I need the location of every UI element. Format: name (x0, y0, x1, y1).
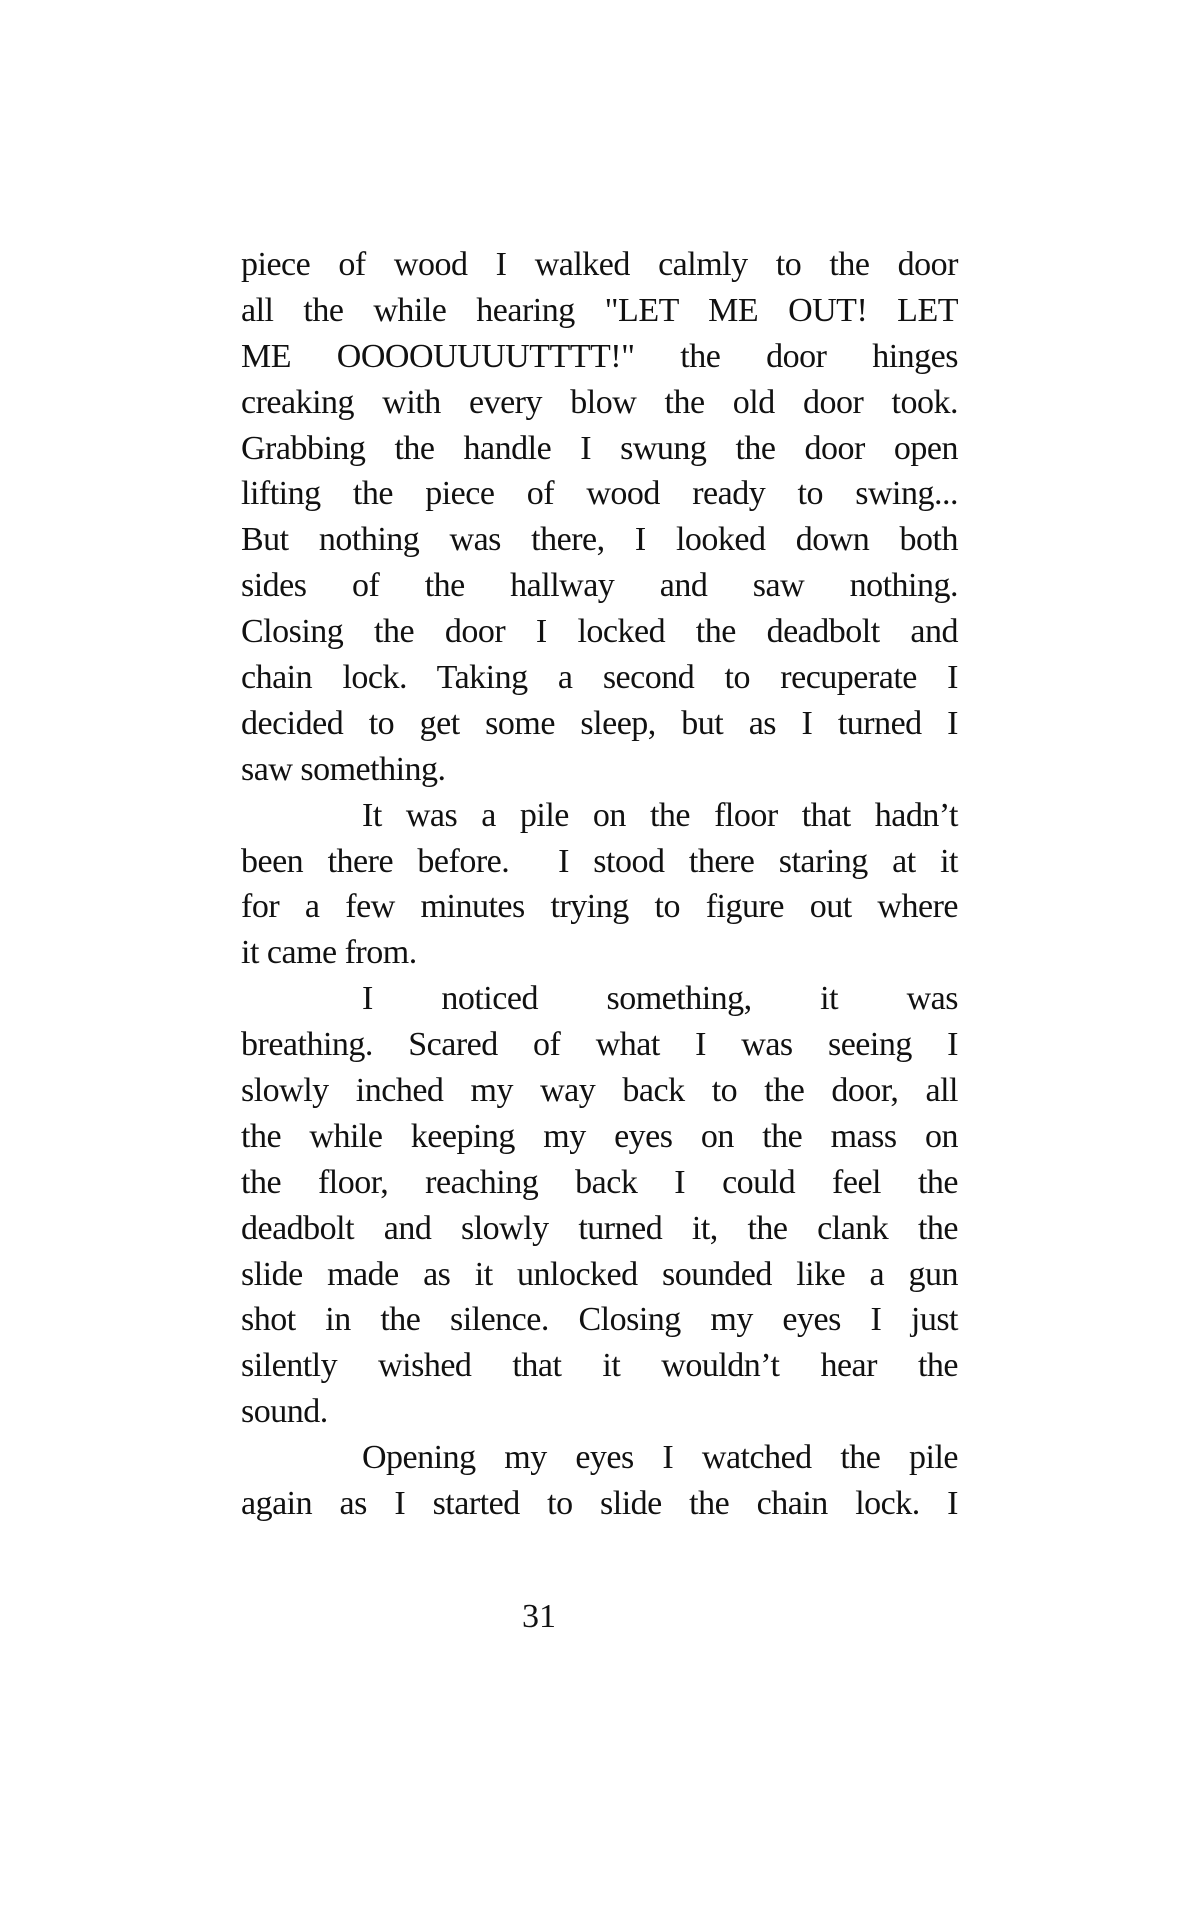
text-line: ME OOOOUUUUTTTT!" the door hinges (241, 337, 958, 375)
text-line: decided to get some sleep, but as I turned I (241, 704, 958, 742)
text-line: sound. (241, 1393, 328, 1431)
text-line: it came from. (241, 934, 417, 972)
text-line: been there before. I stood there staring at it (241, 842, 958, 880)
text-line: the while keeping my eyes on the mass on (241, 1117, 958, 1155)
text-line: Opening my eyes I watched the pile (362, 1439, 958, 1477)
text-line: It was a pile on the floor that hadn’t (362, 796, 958, 834)
text-line: But nothing was there, I looked down both (241, 521, 958, 559)
text-line: saw something. (241, 750, 446, 788)
text-line: piece of wood I walked calmly to the door (241, 246, 958, 283)
text-line: chain lock. Taking a second to recuperate I (241, 659, 958, 697)
paragraph (241, 242, 958, 793)
text-line: Closing the door I locked the deadbolt and (241, 613, 958, 651)
text-line: slide made as it unlocked sounded like a gun (241, 1255, 958, 1293)
text-line: creaking with every blow the old door took. (241, 383, 958, 421)
text-line: again as I started to slide the chain lock. I (241, 1485, 958, 1523)
text-line: I noticed something, it was (362, 980, 958, 1018)
text-line: the floor, reaching back I could feel the (241, 1163, 958, 1201)
body-text (241, 242, 958, 1527)
paragraph (241, 1435, 958, 1527)
text-line: silently wished that it wouldn’t hear the (241, 1347, 958, 1385)
text-line: deadbolt and slowly turned it, the clank the (241, 1209, 958, 1247)
text-line: slowly inched my way back to the door, all (241, 1072, 958, 1110)
paragraph (241, 793, 958, 977)
text-line: breathing. Scared of what I was seeing I (241, 1026, 958, 1064)
text-line: lifting the piece of wood ready to swing... (241, 475, 958, 513)
text-line: for a few minutes trying to figure out where (241, 888, 958, 926)
text-line: Grabbing the handle I swung the door open (241, 429, 958, 467)
paragraph (241, 976, 958, 1435)
text-line: shot in the silence. Closing my eyes I just (241, 1301, 958, 1339)
text-line: all the while hearing "LET ME OUT! LET (241, 291, 958, 329)
text-line: sides of the hallway and saw nothing. (241, 567, 958, 605)
page-number: 31 (522, 1598, 556, 1635)
